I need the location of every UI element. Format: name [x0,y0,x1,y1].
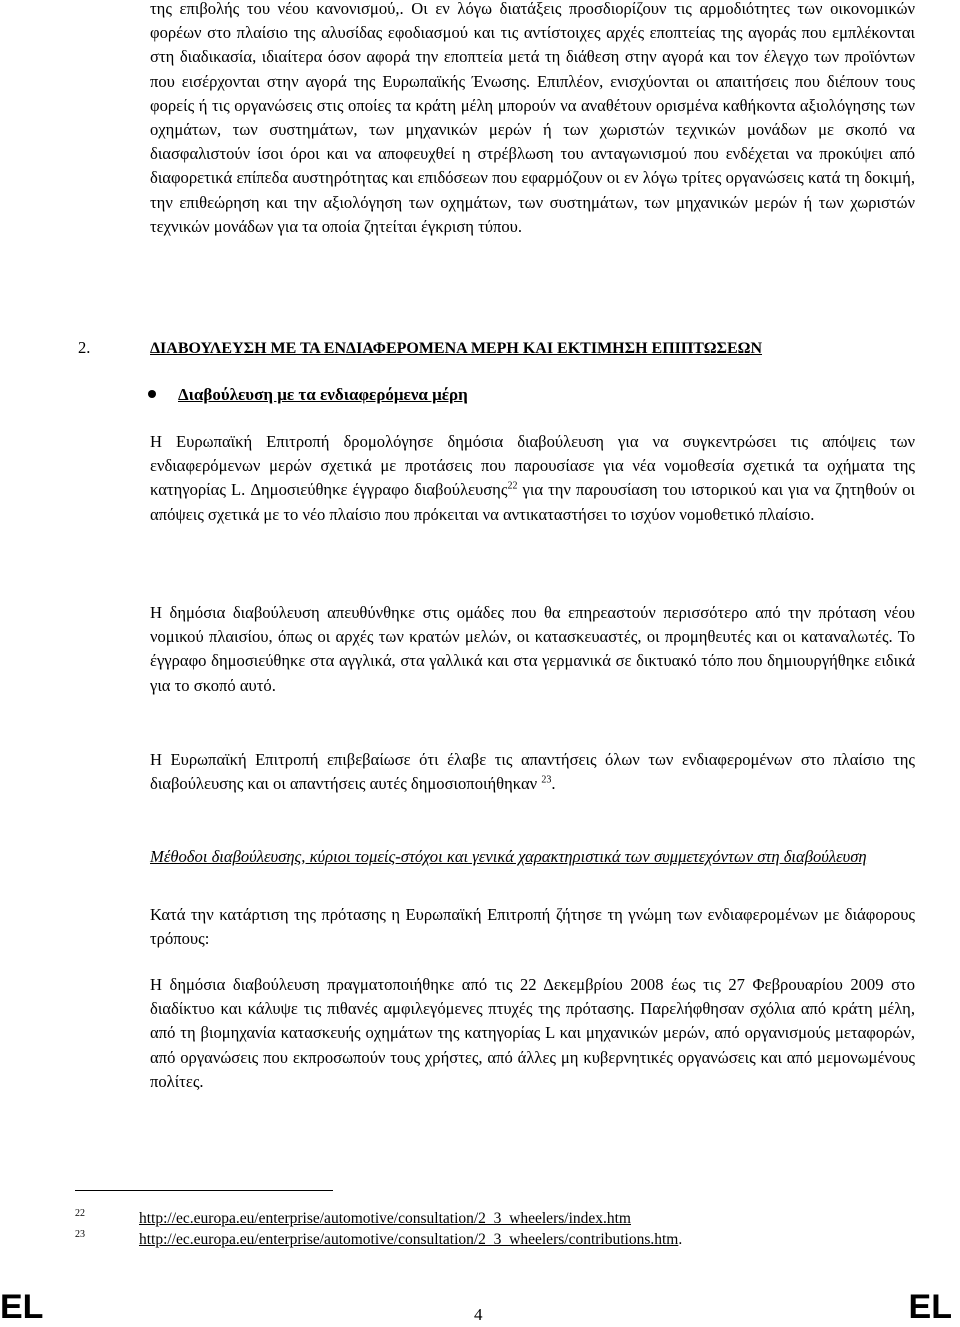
footnote-link[interactable]: http://ec.europa.eu/enterprise/automotive/consultation/2_3_wheelers/index.htm [139,1210,631,1227]
paragraph-text: Η Ευρωπαϊκή Επιτροπή δρομολόγησε δημόσια διαβούλευση για να συγκεντρώσει τις απόψεις των ενδιαφερόμενων μερών σχετικά με προτάσεις που παρουσίασε για νέα νομοθεσία σχετικά τα οχήματα της κατηγορίας L. Δημοσιεύθηκε έγγραφο διαβούλευσης [150,432,915,500]
footnote-ref[interactable]: 22 [507,480,518,492]
footer-language-left: EL [0,1288,44,1326]
paragraph-audience: Η δημόσια διαβούλευση απευθύνθηκε στις ομάδες που θα επηρεαστούν περισσότερο από την πρόταση νέου νομικού πλαισίου, όπως οι αρχές των κρατών μελών, οι κατασκευαστές, οι προμηθευτές και οι καταναλωτές. Το έγγραφο δημοσιεύθηκε στα αγγλικά, στα γαλλικά και στα γερμανικά σε δικτυακό τόπο που δημιουργήθηκε ειδικά για το σκοπό αυτό. [150,603,915,695]
paragraph-confirmation [150,748,915,796]
bullet-heading-text: Διαβούλευση με τα ενδιαφερόμενα μέρη [178,385,468,404]
paragraph-text: Η Ευρωπαϊκή Επιτροπή επιβεβαίωσε ότι έλαβε τις απαντήσεις όλων των ενδιαφερομένων στο πλαίσιο της διαβούλευσης και οι απαντήσεις αυτές δημοσιοποιήθηκαν [150,750,915,794]
footnote-ref[interactable]: 23 [541,774,552,786]
section-title: ΔΙΑΒΟΥΛΕΥΣΗ ΜΕ ΤΑ ΕΝΔΙΑΦΕΡΟΜΕΝΑ ΜΕΡΗ ΚΑΙ ΕΚΤΙΜΗΣΗ ΕΠΙΠΤΩΣΕΩΝ [150,340,762,357]
paragraph-consultation [150,430,915,527]
bullet-heading [148,385,468,405]
footnote-22 [75,1210,875,1228]
footnote-number: 22 [75,1208,85,1219]
footnote-divider [75,1190,333,1191]
section-number: 2. [78,338,91,357]
paragraph-text: . [551,774,556,794]
subheading-text: Μέθοδοι διαβούλευσης, κύριοι τομείς-στόχοι και γενικά χαρακτηριστικά των συμμετεχόντων στη διαβούλευση [150,847,867,866]
bullet-dot-icon [148,390,156,398]
page-number: 4 [474,1305,483,1324]
paragraph-public-consultation: Η δημόσια διαβούλευση πραγματοποιήθηκε από τις 22 Δεκεμβρίου 2008 έως τις 27 Φεβρουαρίου 2009 στο διαδίκτυο και κάλυψε τις πιθανές αμφιλεγόμενες πτυχές της πρότασης. Παρελήφθησαν σχόλια από κράτη μέλη, από τη βιομηχανία κατασκευής οχημάτων της κατηγορίας L και μηχανικών μερών, από οργανισμούς μεταφορών, από οργανώσεις που εκπροσωπούν τους χρήστες, από άλλες μη κυβερνητικές οργανώσεις και από μεμονωμένους πολίτες. [150,975,915,1091]
footnote-link[interactable]: http://ec.europa.eu/enterprise/automotive/consultation/2_3_wheelers/contributions.htm [139,1231,679,1248]
subheading-methods [150,845,915,869]
paragraph-methods-intro: Κατά την κατάρτιση της πρότασης η Ευρωπαϊκή Επιτροπή ζήτησε τη γνώμη των ενδιαφερομένων με διάφορους τρόπους: [150,905,915,949]
intro-paragraph: της επιβολής του νέου κανονισμού,. Οι εν λόγω διατάξεις προσδιορίζουν τις αρμοδιότητες των οικονομικών φορέων στο πλαίσιο της αλυσίδας εφοδιασμού και τις αντίστοιχες αρχές εποπτείας της αγοράς που εμπλέκονται στη διαδικασία, ιδιαίτερα όσον αφορά την εποπτεία μετά τη διάθεση στην αγορά και τον έλεγχο των προϊόντων που εισέρχονται στην αγορά της Ευρωπαϊκής Ένωσης. Επιπλέον, ενισχύονται οι απαιτήσεις που διέπουν τους φορείς ή τις οργανώσεις στις οποίες τα κράτη μέλη μπορούν να αναθέτουν ορισμένα καθήκοντα αξιολόγησης των οχημάτων, των συστημάτων, των μηχανικών μερών ή των χωριστών τεχνικών μονάδων με σκοπό να διασφαλιστούν ίσοι όροι και να αποφευχθεί η στρέβλωση του ανταγωνισμού που ενδέχεται να προκύψει από διαφορετικά επίπεδα αυστηρότητας και επιδόσεων που εφαρμόζουν οι εν λόγω τρίτες οργανώσεις κατά τη δοκιμή, την επιθεώρηση και την αξιολόγηση των οχημάτων, των συστημάτων, των μηχανικών μερών ή των χωριστών τεχνικών μονάδων για τα οποία ζητείται έγκριση τύπου. [150,0,915,236]
footnote-trail: . [678,1231,683,1248]
footnote-23 [75,1231,875,1249]
footnote-number: 23 [75,1229,85,1240]
paragraph-text: για την παρουσίαση του ιστορικού και για να ζητηθούν οι απόψεις σχετικά με το νέο πλαίσιο που πρόκειται να αντικαταστήσει το ισχύον νομοθετικό πλαίσιο. [150,480,916,524]
section-heading [78,338,762,358]
footer-language-right: EL [908,1288,952,1326]
